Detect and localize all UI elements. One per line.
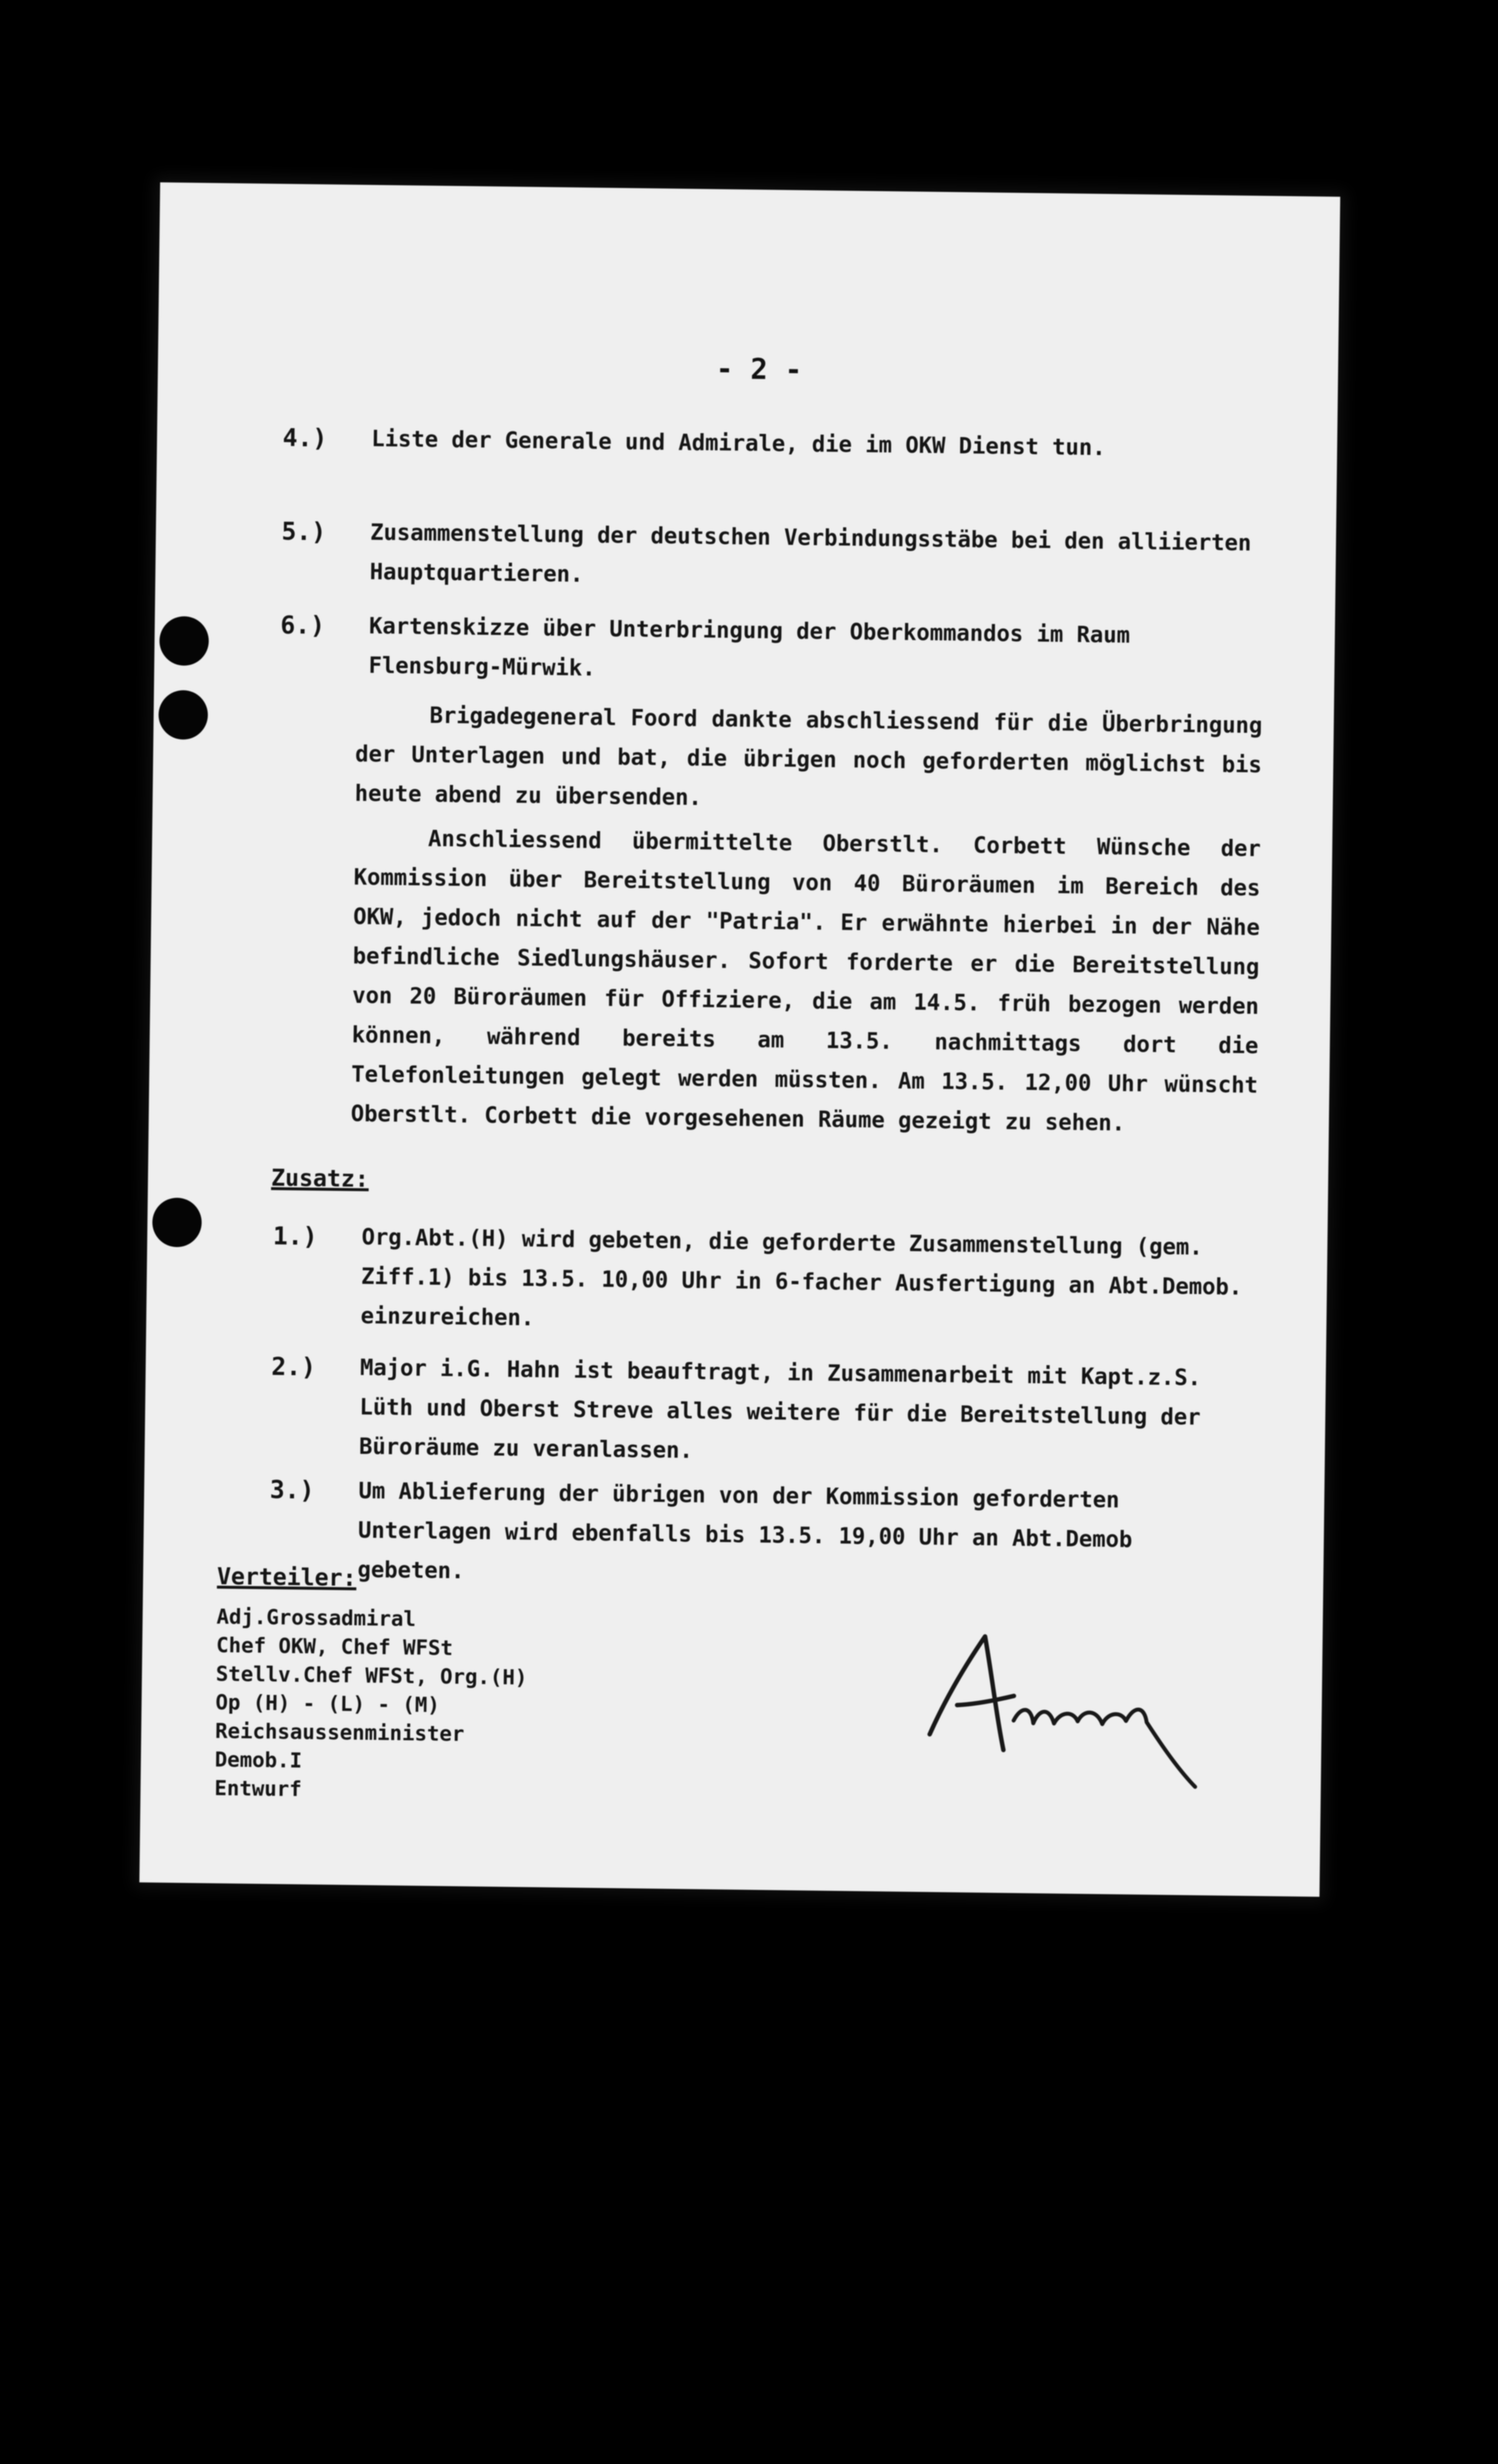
list-item [281, 513, 1262, 602]
item-text: Kartenskizze über Unterbringung der Oberkommandos im Raum Flensburg-Mürwik. [368, 613, 1130, 681]
handwritten-signature [909, 1621, 1217, 1792]
distribution-entry: Op (H) - (L) - (M) [215, 1690, 440, 1717]
distribution-entry: Stellv.Chef WFSt, Org.(H) [215, 1661, 528, 1690]
item-text: Major i.G. Hahn ist beauftragt, in Zusammenarbeit mit Kapt.z.S. Lüth und Oberst Streve alles weitere für die Bereitstellung der Büroräume zu veranlassen. [359, 1354, 1201, 1464]
item-number: 4.) [282, 423, 328, 453]
list-item [280, 606, 1261, 696]
punch-hole-middle [158, 690, 208, 740]
item-text: Liste der Generale und Admirale, die im OKW Dienst tun. [371, 425, 1106, 461]
paragraph-foord: Brigadegeneral Foord dankte abschliessend für die Überbringung der Unterlagen und bat, die übrigen noch geforderten möglichst bis heute abend zu übersenden. [354, 702, 1263, 811]
item-text: Um Ablieferung der übrigen von der Kommission geforderten Unterlagen wird ebenfalls bis 13.5. 19,00 Uhr an Abt.Demob gebeten. [357, 1477, 1133, 1584]
document-page [139, 182, 1340, 1897]
list-item [282, 419, 1263, 469]
distribution-entry: Demob.I [214, 1747, 303, 1773]
zusatz-heading: Zusatz: [271, 1164, 369, 1193]
punch-hole-top [159, 616, 209, 666]
page-number: - 2 - [715, 351, 803, 386]
punch-hole-bottom [152, 1198, 202, 1247]
item-number: 1.) [272, 1221, 318, 1251]
distribution-entry: Reichsaussenminister [215, 1718, 465, 1746]
distribution-entry: Adj.Grossadmiral [216, 1604, 416, 1631]
item-text: Zusammenstellung der deutschen Verbindungsstäbe bei den alliierten Hauptquartieren. [370, 519, 1252, 587]
zusatz-item [272, 1217, 1254, 1346]
item-number: 6.) [280, 611, 325, 640]
item-number: 5.) [281, 517, 327, 547]
distribution-heading: Verteiler: [217, 1563, 357, 1592]
item-number: 3.) [270, 1475, 315, 1505]
distribution-entry: Chef OKW, Chef WFSt [216, 1633, 453, 1660]
zusatz-item [271, 1348, 1252, 1477]
item-text: Org.Abt.(H) wird gebeten, die geforderte Zusammenstellung (gem. Ziff.1) bis 13.5. 10,00 Uhr in 6-facher Ausfertigung an Abt.Demob. einzureichen. [360, 1224, 1243, 1331]
distribution-list [214, 1603, 660, 1808]
paragraph-corbett: Anschliessend übermittelte Oberstlt. Corbett Wünsche der Kommission über Bereitstellung von 40 Büroräumen im Bereich des OKW, jedoch nicht auf der "Patria". Er erwähnte hierbei in der Nähe befindliche Siedlungshäuser. Sofort forderte er die Bereitstellung von 20 Büroräumen für Offiziere, die am 14.5. früh bezogen werden können, während bereits am 13.5. nachmittags dort die Telefonleitungen gelegt werden müssten. Am 13.5. 12,00 Uhr wünscht Oberstlt. Corbett die vorgesehenen Räume gezeigt zu sehen. [350, 825, 1261, 1136]
item-number: 2.) [271, 1352, 316, 1382]
distribution-entry: Entwurf [214, 1776, 302, 1801]
